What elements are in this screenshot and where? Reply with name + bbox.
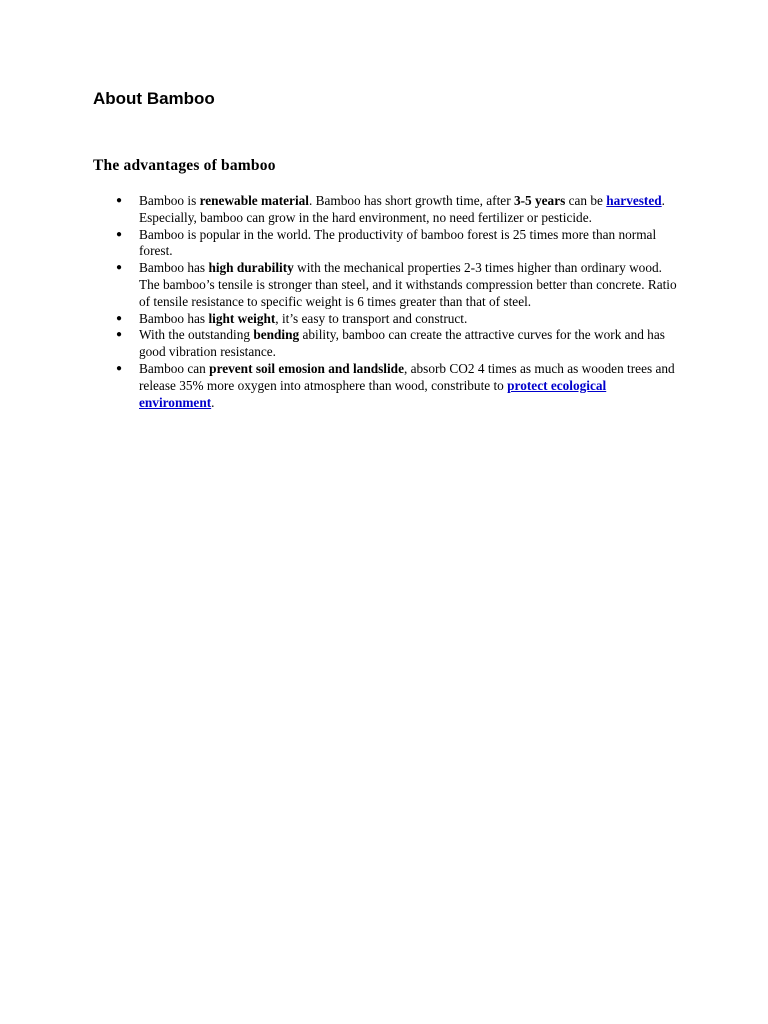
body-text: ability, bamboo can create the attractive curves for the work and has good vibration resistance. — [139, 327, 665, 360]
body-text: with the mechanical properties 2-3 times higher than ordinary wood. The bamboo’s tensile is stronger than steel, and it withstands compression better than concrete. Ratio of tensile resistance to specific weight is 6 times greater than that of steel. — [139, 260, 677, 309]
body-text: Bamboo is — [139, 193, 200, 208]
body-text: can be — [565, 193, 607, 208]
emphasis-text: light weight — [208, 310, 276, 326]
body-text: Bamboo has — [139, 260, 209, 276]
body-text: Bamboo can — [139, 360, 210, 376]
emphasis-text: 3-5 years — [513, 193, 566, 208]
list-item — [116, 327, 679, 361]
page-title: About Bamboo — [93, 89, 215, 108]
emphasis-text: prevent soil emosion and landslide — [209, 360, 404, 376]
body-text: , absorb CO2 4 times as much as wooden trees and release 35% more oxygen into atmosphere than wood, constribute to — [139, 360, 675, 393]
bullet-icon: ● — [116, 312, 123, 324]
advantages-list — [116, 193, 679, 411]
bullet-icon: ● — [116, 262, 123, 274]
body-text: Bamboo has — [139, 310, 209, 326]
section-heading: The advantages of bamboo — [93, 157, 276, 174]
body-text: With the outstanding — [139, 327, 254, 343]
body-text: Bamboo is popular in the world. The productivity of bamboo forest is 25 times more than normal forest. — [139, 226, 657, 259]
emphasis-text: high durability — [208, 260, 294, 276]
bullet-icon: ● — [116, 362, 123, 374]
body-text: , it’s easy to transport and construct. — [275, 310, 468, 326]
inline-link[interactable]: harvested — [606, 193, 662, 208]
list-item — [116, 260, 679, 310]
emphasis-text: bending — [253, 327, 300, 343]
list-item — [116, 226, 679, 261]
inline-link[interactable]: protect ecological environment — [139, 377, 607, 410]
bullet-icon: ● — [116, 228, 123, 240]
list-item — [116, 360, 679, 411]
bullet-icon: ● — [116, 195, 123, 206]
list-item — [116, 310, 679, 328]
emphasis-text: renewable material — [199, 193, 309, 208]
body-text: . Especially, bamboo can grow in the hard environment, no need fertilizer or pesticide. — [139, 193, 665, 225]
body-text: . — [211, 394, 215, 410]
body-text: . Bamboo has short growth time, after — [309, 193, 514, 208]
bullet-icon: ● — [116, 329, 123, 341]
list-item — [116, 193, 679, 227]
